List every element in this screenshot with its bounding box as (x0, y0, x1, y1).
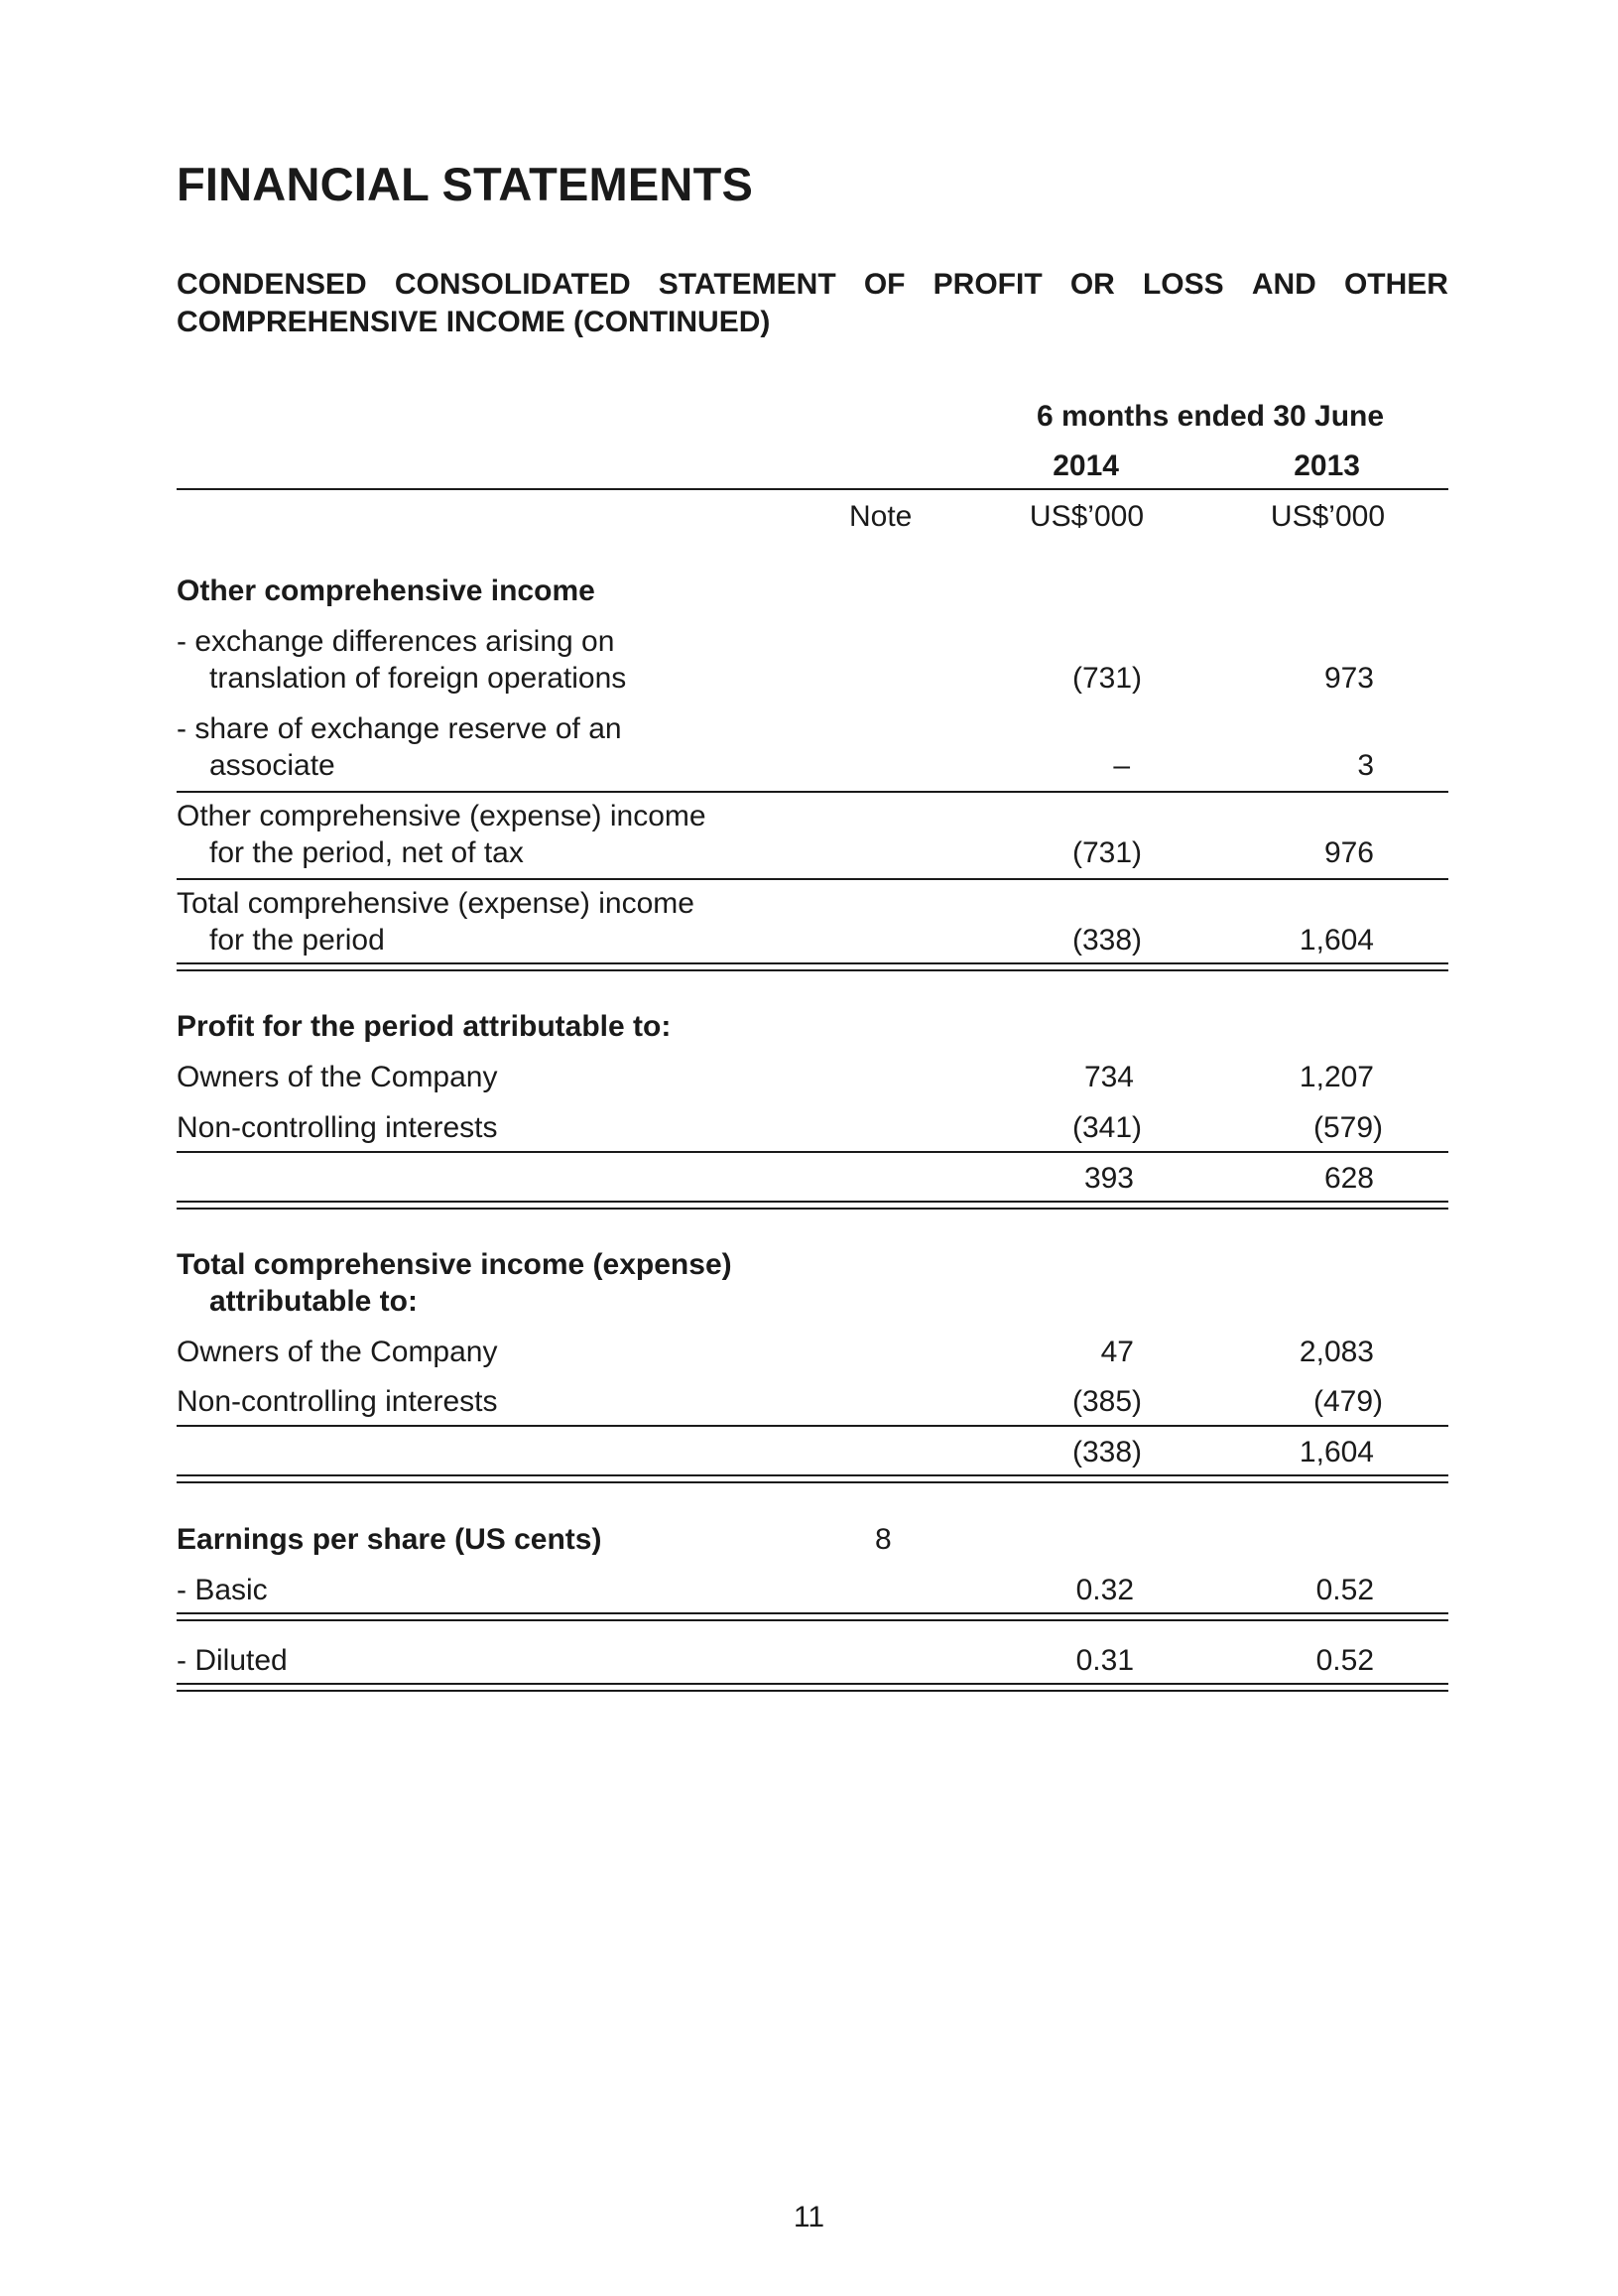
oci-item1-line1: - exchange differences arising on (177, 625, 615, 658)
oci-net-line1: Other comprehensive (expense) income (177, 800, 706, 832)
double-rule (177, 1683, 1448, 1692)
title-word: AND (1251, 268, 1316, 301)
statement-title-line1 (177, 266, 1448, 304)
unit-2014-header: US$’000 (1029, 500, 1144, 533)
oci-net-2013: 976 (1323, 836, 1374, 869)
profit-owners-2013: 1,207 (1299, 1061, 1374, 1093)
oci-item2-2013: 3 (1357, 749, 1374, 782)
oci-total-2013: 1,604 (1299, 924, 1374, 957)
profit-nci-2013: (579) (1312, 1111, 1383, 1144)
profit-owners-2014: 734 (1083, 1061, 1134, 1093)
oci-net-line2: for the period, net of tax (209, 836, 524, 869)
eps-diluted-label: - Diluted (177, 1644, 288, 1677)
statement-title (177, 266, 1448, 341)
tci-nci-label: Non-controlling interests (177, 1385, 498, 1418)
double-rule (177, 1201, 1448, 1210)
eps-basic-2014: 0.32 (1075, 1574, 1134, 1606)
note-column-header: Note (849, 500, 913, 533)
title-word: OTHER (1343, 268, 1448, 301)
profit-nci-2014: (341) (1071, 1111, 1142, 1144)
eps-note: 8 (875, 1523, 892, 1556)
page-title: FINANCIAL STATEMENTS (177, 158, 754, 210)
tci-nci-2013: (479) (1312, 1385, 1383, 1418)
tci-attrib-heading-line2: attributable to: (209, 1285, 418, 1318)
profit-attrib-heading: Profit for the period attributable to: (177, 1010, 672, 1043)
oci-heading: Other comprehensive income (177, 574, 595, 607)
tci-nci-2014: (385) (1071, 1385, 1142, 1418)
oci-total-2014: (338) (1071, 924, 1142, 957)
year-2014-header: 2014 (1053, 449, 1119, 482)
tci-total-2014: (338) (1071, 1436, 1142, 1468)
oci-total-line1: Total comprehensive (expense) income (177, 887, 694, 920)
oci-item2-line1: - share of exchange reserve of an (177, 712, 622, 745)
profit-total-2014: 393 (1083, 1162, 1134, 1195)
title-word: CONSOLIDATED (394, 268, 631, 301)
rule (177, 1425, 1448, 1427)
oci-item2-line2: associate (209, 749, 335, 782)
double-rule (177, 1612, 1448, 1621)
oci-item2-2014: – (1113, 749, 1130, 782)
tci-owners-label: Owners of the Company (177, 1336, 498, 1368)
eps-diluted-2014: 0.31 (1075, 1644, 1134, 1677)
oci-item1-line2: translation of foreign operations (209, 662, 627, 695)
rule (177, 791, 1448, 793)
double-rule (177, 962, 1448, 971)
rule (177, 878, 1448, 880)
tci-owners-2014: 47 (1100, 1336, 1134, 1368)
unit-2013-header: US$’000 (1270, 500, 1385, 533)
oci-item1-2014: (731) (1071, 662, 1142, 695)
page-number: 11 (793, 2201, 825, 2233)
profit-nci-label: Non-controlling interests (177, 1111, 498, 1144)
eps-diluted-2013: 0.52 (1315, 1644, 1374, 1677)
title-word: OF (863, 268, 906, 301)
profit-owners-label: Owners of the Company (177, 1061, 498, 1093)
tci-attrib-heading-line1: Total comprehensive income (expense) (177, 1248, 732, 1281)
rule (177, 1151, 1448, 1153)
period-header: 6 months ended 30 June (1036, 400, 1385, 433)
eps-basic-label: - Basic (177, 1574, 268, 1606)
tci-owners-2013: 2,083 (1299, 1336, 1374, 1368)
eps-basic-2013: 0.52 (1315, 1574, 1374, 1606)
title-word: STATEMENT (658, 268, 836, 301)
title-word: LOSS (1142, 268, 1224, 301)
title-word: OR (1069, 268, 1115, 301)
tci-total-2013: 1,604 (1299, 1436, 1374, 1468)
title-word: CONDENSED (177, 268, 367, 301)
oci-item1-2013: 973 (1323, 662, 1374, 695)
header-rule (177, 488, 1448, 490)
title-word: PROFIT (933, 268, 1043, 301)
oci-total-line2: for the period (209, 924, 385, 957)
double-rule (177, 1474, 1448, 1483)
eps-heading: Earnings per share (US cents) (177, 1523, 602, 1556)
year-2013-header: 2013 (1294, 449, 1360, 482)
profit-total-2013: 628 (1323, 1162, 1374, 1195)
oci-net-2014: (731) (1071, 836, 1142, 869)
statement-title-line2: COMPREHENSIVE INCOME (CONTINUED) (177, 306, 771, 338)
